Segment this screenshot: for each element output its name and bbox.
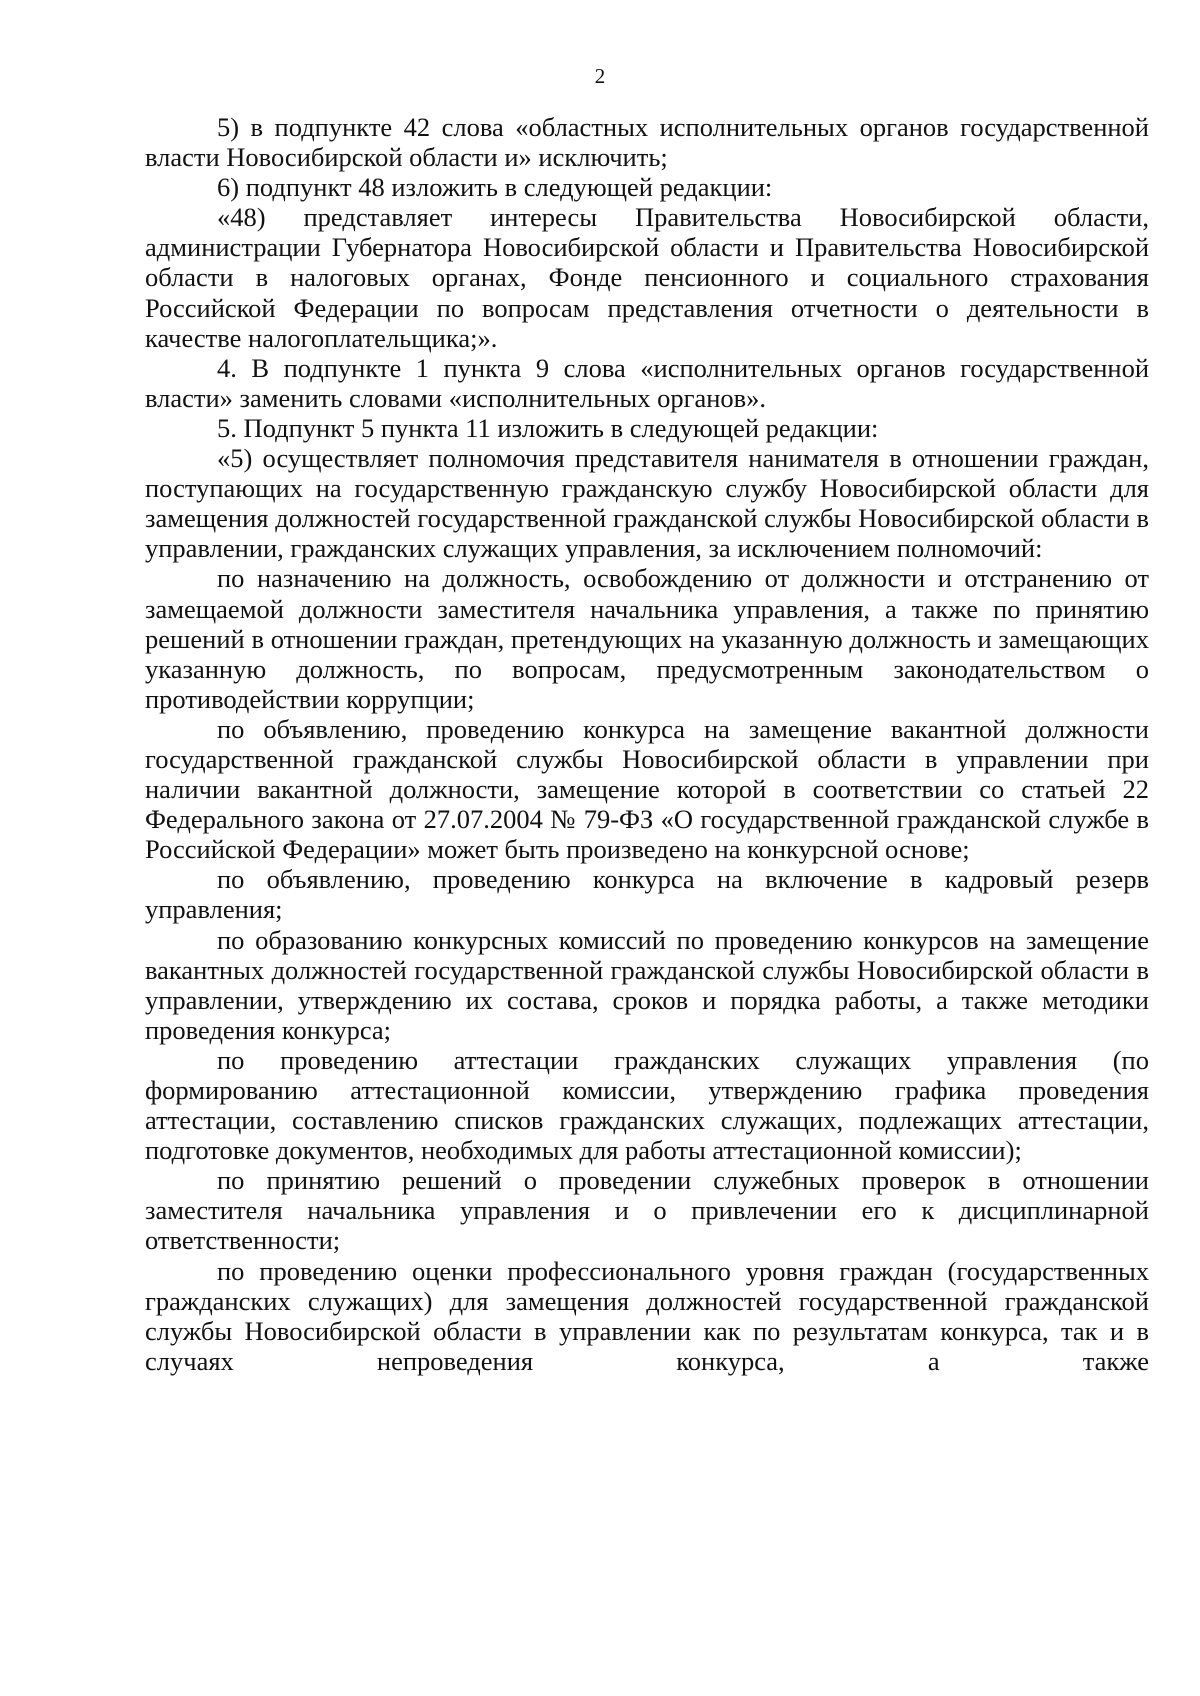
paragraph-item-5-subpoint-42: 5) в подпункте 42 слова «областных исполнительных органов государственной власти Новосибирской области и» исключить; xyxy=(145,112,1149,173)
paragraph-subpoint-48-text: «48) представляет интересы Правительства Новосибирской области, администрации Губернатора Новосибирской области и Правительства Новосибирской области в налоговых органах, Фонде пенсионного и социального страхования Российской Федерации по вопросам представления отчетности о деятельности в качестве налогоплательщика;». xyxy=(145,202,1149,353)
paragraph-point-5: 5. Подпункт 5 пункта 11 изложить в следующей редакции: xyxy=(217,412,879,443)
paragraph-appointment-powers: по назначению на должность, освобождению от должности и отстранению от замещаемой должности заместителя начальника управления, а также по принятию решений в отношении граждан, претендующих на указанную должность и замещающих указанную должность, по вопросам, предусмотренным законодательством о противодействии коррупции; xyxy=(145,563,1149,714)
paragraph-attestation: по проведению аттестации гражданских служащих управления (по формированию аттестационной комиссии, утверждению графика проведения аттестации, составлению списков гражданских служащих, подлежащих аттестации, подготовке документов, необходимых для работы аттестационной комиссии); xyxy=(145,1044,1149,1166)
paragraph-professional-assessment: по проведению оценки профессионального уровня граждан (государственных гражданских служащих) для замещения должностей государственной гражданской службы Новосибирской области в управлении как по результатам конкурса, так и в случаях непроведения конкурса, а также xyxy=(145,1255,1149,1376)
paragraph-vacancy-competition: по объявлению, проведению конкурса на замещение вакантной должности государственной гражданской службы Новосибирской области в управлении при наличии вакантной должности, замещение которой в соответствии со статьей 22 Федерального закона от 27.07.2004 № 79-ФЗ «О государственной гражданской службе в Российской Федерации» может быть произведено на конкурсной основе; xyxy=(145,713,1149,865)
paragraph-competition-commissions: по образованию конкурсных комиссий по проведению конкурсов на замещение вакантных должностей государственной гражданской службы Новосибирской области в управлении, утверждению их состава, сроков и порядка работы, а также методики проведения конкурса; xyxy=(145,924,1149,1045)
document-body xyxy=(145,112,1149,1376)
paragraph-item-6-subpoint-48: 6) подпункт 48 изложить в следующей редакции: xyxy=(217,172,773,203)
paragraph-subpoint-5-text: «5) осуществляет полномочия представителя нанимателя в отношении граждан, поступающих на государственную гражданскую службу Новосибирской области для замещения должностей государственной гражданской службы Новосибирской области в управлении, гражданских служащих управления, за исключением полномочий: xyxy=(145,443,1149,564)
paragraph-point-4: 4. В подпункте 1 пункта 9 слова «исполнительных органов государственной власти» заменить словами «исполнительных органов». xyxy=(145,352,1149,413)
paragraph-personnel-reserve: по объявлению, проведению конкурса на включение в кадровый резерв управления; xyxy=(145,864,1149,925)
paragraph-official-inspections: по принятию решений о проведении служебных проверок в отношении заместителя начальника управления и о привлечении его к дисциплинарной ответственности; xyxy=(145,1165,1149,1256)
page-number: 2 xyxy=(594,64,606,88)
